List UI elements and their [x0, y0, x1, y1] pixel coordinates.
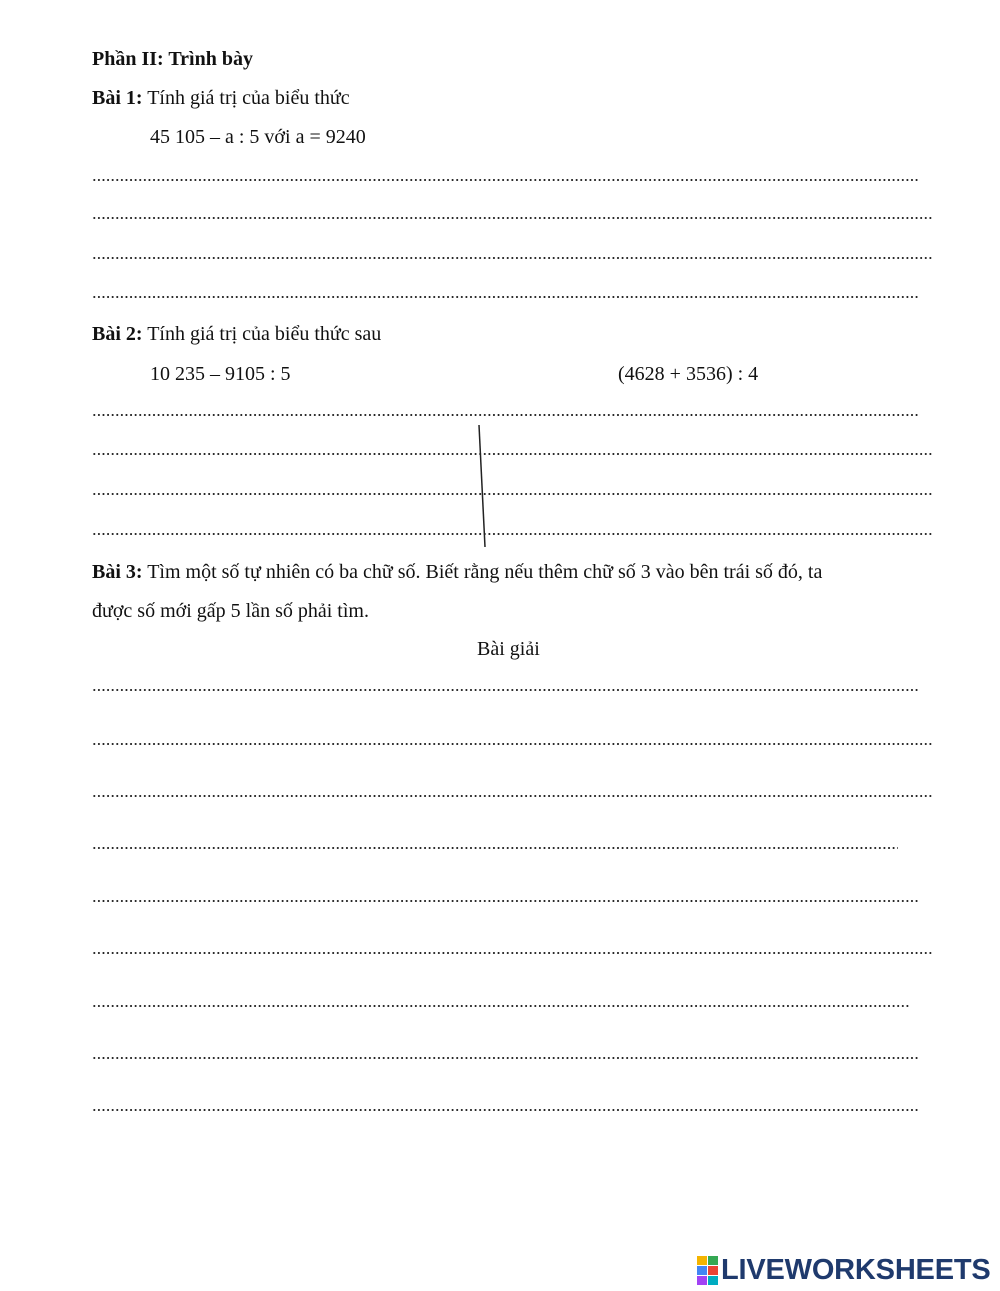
column-divider-line — [0, 0, 1000, 600]
answer-line[interactable] — [92, 843, 898, 853]
answer-line[interactable] — [92, 948, 932, 958]
exercise-1-text: Tính giá trị của biểu thức — [142, 87, 350, 109]
answer-line[interactable] — [92, 739, 932, 749]
liveworksheets-logo-text: LIVEWORKSHEETS — [721, 1253, 991, 1286]
exercise-1-label: Bài 1: — [92, 87, 143, 109]
answer-line[interactable] — [92, 1105, 920, 1115]
exercise-2-expression-right: (4628 + 3536) : 4 — [618, 363, 759, 385]
exercise-3-label: Bài 3: — [92, 561, 143, 583]
answer-line[interactable] — [92, 896, 920, 906]
exercise-3-text: Tìm một số tự nhiên có ba chữ số. Biết rằng nếu thêm chữ số 3 vào bên trái số đó, ta — [142, 561, 823, 583]
exercise-1-expression: 45 105 – a : 5 với a = 9240 — [150, 126, 366, 148]
exercise-3-text-continued: được số mới gấp 5 lần số phải tìm. — [92, 600, 369, 622]
section-title: Phần II: Trình bày — [92, 48, 253, 70]
exercise-2-expression-left: 10 235 – 9105 : 5 — [150, 363, 291, 385]
exercise-3-prompt — [92, 560, 822, 584]
answer-line[interactable] — [92, 1053, 920, 1063]
solution-heading: Bài giải — [477, 638, 540, 660]
exercise-2-text: Tính giá trị của biểu thức sau — [142, 323, 382, 345]
liveworksheets-logo-icon — [697, 1256, 718, 1285]
answer-line[interactable] — [92, 1001, 910, 1011]
liveworksheets-logo — [697, 1254, 991, 1286]
answer-line[interactable] — [92, 685, 920, 695]
exercise-2-label: Bài 2: — [92, 323, 143, 345]
answer-line[interactable] — [92, 791, 932, 801]
